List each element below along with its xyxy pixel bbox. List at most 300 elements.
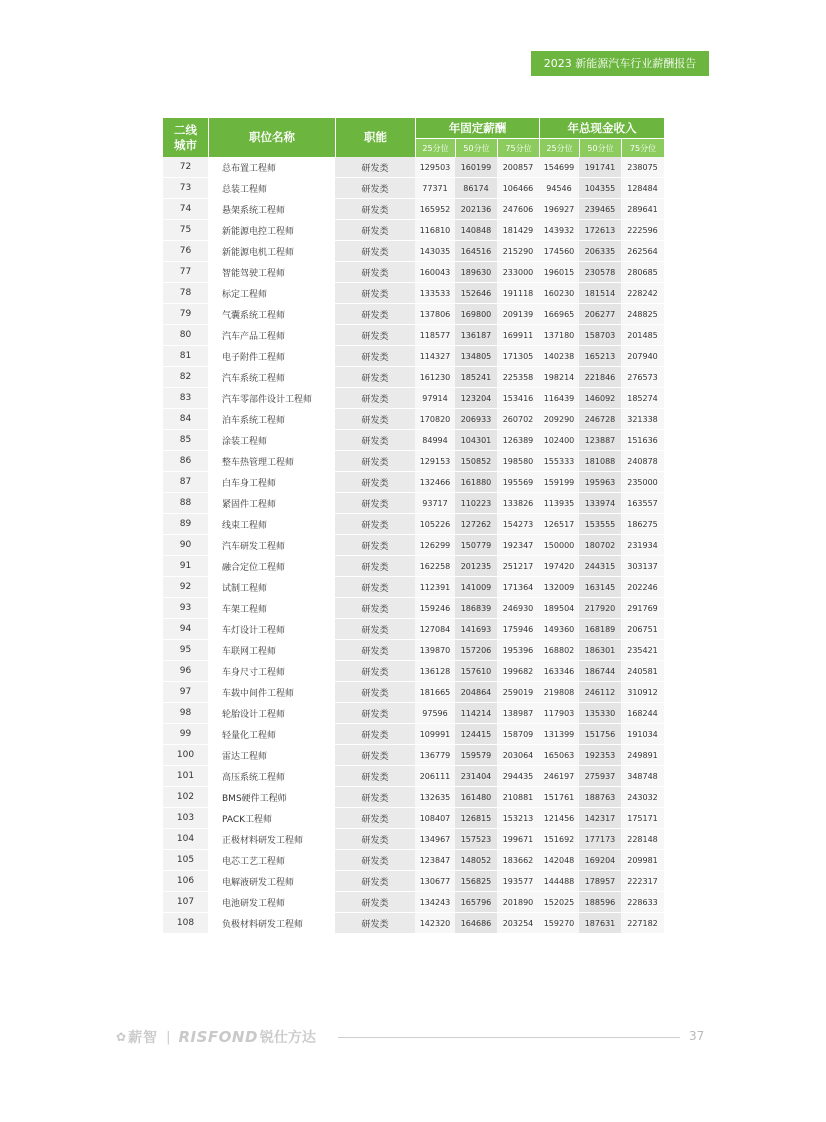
salary-table	[163, 118, 664, 934]
salary-value: 169911	[497, 325, 539, 346]
salary-value: 196927	[539, 199, 579, 220]
salary-value: 113935	[539, 493, 579, 514]
function-category: 研发类	[335, 766, 415, 787]
function-category: 研发类	[335, 178, 415, 199]
salary-value: 251217	[497, 556, 539, 577]
salary-value: 185241	[455, 367, 497, 388]
table-row	[163, 325, 664, 346]
salary-value: 140238	[539, 346, 579, 367]
salary-value: 152025	[539, 892, 579, 913]
table-row	[163, 829, 664, 850]
salary-value: 142048	[539, 850, 579, 871]
salary-value: 133974	[579, 493, 621, 514]
salary-value: 259019	[497, 682, 539, 703]
salary-value: 151756	[579, 724, 621, 745]
table-row	[163, 388, 664, 409]
position-title: 车联网工程师	[208, 640, 335, 661]
row-number: 81	[163, 346, 208, 367]
salary-value: 225358	[497, 367, 539, 388]
position-title: 负极材料研发工程师	[208, 913, 335, 934]
row-number: 97	[163, 682, 208, 703]
salary-table-container	[163, 118, 664, 934]
salary-value: 186275	[621, 514, 664, 535]
salary-value: 195396	[497, 640, 539, 661]
salary-value: 140848	[455, 220, 497, 241]
function-category: 研发类	[335, 262, 415, 283]
row-number: 84	[163, 409, 208, 430]
salary-value: 262564	[621, 241, 664, 262]
salary-value: 180702	[579, 535, 621, 556]
position-title: 紧固件工程师	[208, 493, 335, 514]
salary-value: 222317	[621, 871, 664, 892]
salary-value: 154273	[497, 514, 539, 535]
salary-value: 230578	[579, 262, 621, 283]
salary-value: 233000	[497, 262, 539, 283]
row-number: 77	[163, 262, 208, 283]
function-category: 研发类	[335, 325, 415, 346]
table-row	[163, 493, 664, 514]
salary-value: 77371	[415, 178, 455, 199]
salary-value: 141009	[455, 577, 497, 598]
salary-value: 93717	[415, 493, 455, 514]
position-title: 汽车研发工程师	[208, 535, 335, 556]
salary-value: 244315	[579, 556, 621, 577]
header-function: 职能	[335, 118, 415, 157]
salary-value: 289641	[621, 199, 664, 220]
function-category: 研发类	[335, 283, 415, 304]
salary-value: 153213	[497, 808, 539, 829]
function-category: 研发类	[335, 430, 415, 451]
function-category: 研发类	[335, 640, 415, 661]
position-title: BMS硬件工程师	[208, 787, 335, 808]
salary-value: 161230	[415, 367, 455, 388]
salary-value: 133826	[497, 493, 539, 514]
salary-value: 188763	[579, 787, 621, 808]
salary-value: 174560	[539, 241, 579, 262]
salary-value: 235000	[621, 472, 664, 493]
salary-value: 136187	[455, 325, 497, 346]
table-row	[163, 724, 664, 745]
row-number: 85	[163, 430, 208, 451]
function-category: 研发类	[335, 409, 415, 430]
salary-value: 185274	[621, 388, 664, 409]
salary-value: 209290	[539, 409, 579, 430]
position-title: 车载中间件工程师	[208, 682, 335, 703]
salary-value: 156825	[455, 871, 497, 892]
salary-value: 222596	[621, 220, 664, 241]
header-percentile: 25分位	[415, 138, 455, 157]
table-row	[163, 787, 664, 808]
function-category: 研发类	[335, 535, 415, 556]
salary-value: 94546	[539, 178, 579, 199]
salary-value: 227182	[621, 913, 664, 934]
footer-logo	[116, 1028, 316, 1046]
salary-value: 110223	[455, 493, 497, 514]
risfond-logo-text: RISFOND	[178, 1028, 258, 1046]
salary-value: 192353	[579, 745, 621, 766]
salary-value: 127084	[415, 619, 455, 640]
function-category: 研发类	[335, 367, 415, 388]
position-title: 融合定位工程师	[208, 556, 335, 577]
salary-value: 240878	[621, 451, 664, 472]
function-category: 研发类	[335, 493, 415, 514]
salary-value: 165796	[455, 892, 497, 913]
position-title: 气囊系统工程师	[208, 304, 335, 325]
xinzhi-logo-icon: ✿	[116, 1030, 127, 1044]
function-category: 研发类	[335, 850, 415, 871]
function-category: 研发类	[335, 472, 415, 493]
salary-value: 183662	[497, 850, 539, 871]
position-title: 线束工程师	[208, 514, 335, 535]
salary-value: 143035	[415, 241, 455, 262]
table-row	[163, 262, 664, 283]
position-title: 电池研发工程师	[208, 892, 335, 913]
position-title: 智能驾驶工程师	[208, 262, 335, 283]
salary-value: 127262	[455, 514, 497, 535]
salary-value: 165952	[415, 199, 455, 220]
position-title: 电子附件工程师	[208, 346, 335, 367]
salary-value: 123847	[415, 850, 455, 871]
salary-value: 195963	[579, 472, 621, 493]
header-fixed-salary: 年固定薪酬	[415, 118, 539, 138]
row-number: 83	[163, 388, 208, 409]
salary-value: 199682	[497, 661, 539, 682]
function-category: 研发类	[335, 808, 415, 829]
salary-value: 168244	[621, 703, 664, 724]
salary-value: 131399	[539, 724, 579, 745]
salary-value: 247606	[497, 199, 539, 220]
salary-value: 201890	[497, 892, 539, 913]
position-title: 涂装工程师	[208, 430, 335, 451]
salary-value: 181665	[415, 682, 455, 703]
salary-value: 136779	[415, 745, 455, 766]
position-title: 车身尺寸工程师	[208, 661, 335, 682]
xinzhi-logo-text: 薪智	[128, 1030, 159, 1046]
table-row	[163, 430, 664, 451]
position-title: 泊车系统工程师	[208, 409, 335, 430]
salary-value: 209139	[497, 304, 539, 325]
table-row	[163, 346, 664, 367]
position-title: 汽车产品工程师	[208, 325, 335, 346]
salary-value: 217920	[579, 598, 621, 619]
function-category: 研发类	[335, 388, 415, 409]
salary-value: 235421	[621, 640, 664, 661]
salary-value: 159199	[539, 472, 579, 493]
header-total-cash: 年总现金收入	[539, 118, 664, 138]
row-number: 107	[163, 892, 208, 913]
header-percentile: 75分位	[497, 138, 539, 157]
salary-value: 202246	[621, 577, 664, 598]
header-city: 二线 城市	[163, 118, 208, 157]
function-category: 研发类	[335, 451, 415, 472]
salary-value: 142317	[579, 808, 621, 829]
salary-value: 181088	[579, 451, 621, 472]
salary-value: 124415	[455, 724, 497, 745]
salary-value: 157206	[455, 640, 497, 661]
header-percentile: 50分位	[579, 138, 621, 157]
function-category: 研发类	[335, 913, 415, 934]
salary-value: 153555	[579, 514, 621, 535]
table-row	[163, 535, 664, 556]
salary-value: 154699	[539, 157, 579, 178]
salary-value: 249891	[621, 745, 664, 766]
row-number: 76	[163, 241, 208, 262]
row-number: 72	[163, 157, 208, 178]
salary-value: 188596	[579, 892, 621, 913]
salary-value: 159246	[415, 598, 455, 619]
salary-value: 177173	[579, 829, 621, 850]
salary-value: 171364	[497, 577, 539, 598]
salary-value: 86174	[455, 178, 497, 199]
header-position: 职位名称	[208, 118, 335, 157]
salary-value: 84994	[415, 430, 455, 451]
salary-value: 151761	[539, 787, 579, 808]
row-number: 103	[163, 808, 208, 829]
salary-value: 126389	[497, 430, 539, 451]
row-number: 108	[163, 913, 208, 934]
row-number: 73	[163, 178, 208, 199]
row-number: 99	[163, 724, 208, 745]
salary-value: 294435	[497, 766, 539, 787]
salary-value: 161480	[455, 787, 497, 808]
salary-value: 164516	[455, 241, 497, 262]
salary-value: 246728	[579, 409, 621, 430]
position-title: 总装工程师	[208, 178, 335, 199]
function-category: 研发类	[335, 871, 415, 892]
salary-value: 106466	[497, 178, 539, 199]
function-category: 研发类	[335, 619, 415, 640]
salary-value: 134805	[455, 346, 497, 367]
salary-value: 149360	[539, 619, 579, 640]
function-category: 研发类	[335, 598, 415, 619]
row-number: 90	[163, 535, 208, 556]
table-row	[163, 850, 664, 871]
salary-value: 112391	[415, 577, 455, 598]
salary-value: 240581	[621, 661, 664, 682]
salary-value: 141693	[455, 619, 497, 640]
salary-value: 168802	[539, 640, 579, 661]
row-number: 95	[163, 640, 208, 661]
salary-value: 221846	[579, 367, 621, 388]
table-row	[163, 157, 664, 178]
salary-value: 196015	[539, 262, 579, 283]
salary-value: 142320	[415, 913, 455, 934]
salary-value: 97914	[415, 388, 455, 409]
salary-value: 231404	[455, 766, 497, 787]
salary-value: 164686	[455, 913, 497, 934]
salary-value: 134243	[415, 892, 455, 913]
position-title: 车灯设计工程师	[208, 619, 335, 640]
row-number: 92	[163, 577, 208, 598]
salary-value: 189504	[539, 598, 579, 619]
salary-value: 160230	[539, 283, 579, 304]
table-row	[163, 514, 664, 535]
table-row	[163, 367, 664, 388]
position-title: 试制工程师	[208, 577, 335, 598]
row-number: 96	[163, 661, 208, 682]
table-row	[163, 640, 664, 661]
salary-value: 175946	[497, 619, 539, 640]
salary-value: 148052	[455, 850, 497, 871]
salary-value: 275937	[579, 766, 621, 787]
row-number: 98	[163, 703, 208, 724]
salary-value: 276573	[621, 367, 664, 388]
position-title: 电芯工艺工程师	[208, 850, 335, 871]
row-number: 94	[163, 619, 208, 640]
row-number: 80	[163, 325, 208, 346]
salary-value: 157610	[455, 661, 497, 682]
salary-value: 171305	[497, 346, 539, 367]
salary-value: 191034	[621, 724, 664, 745]
table-row	[163, 892, 664, 913]
salary-value: 150852	[455, 451, 497, 472]
position-title: 轮胎设计工程师	[208, 703, 335, 724]
function-category: 研发类	[335, 556, 415, 577]
row-number: 89	[163, 514, 208, 535]
salary-value: 246112	[579, 682, 621, 703]
position-title: 新能源电控工程师	[208, 220, 335, 241]
salary-value: 132466	[415, 472, 455, 493]
salary-value: 104301	[455, 430, 497, 451]
salary-value: 144488	[539, 871, 579, 892]
salary-value: 158703	[579, 325, 621, 346]
salary-value: 163145	[579, 577, 621, 598]
salary-value: 163346	[539, 661, 579, 682]
salary-value: 202136	[455, 199, 497, 220]
salary-value: 175171	[621, 808, 664, 829]
salary-value: 207940	[621, 346, 664, 367]
table-row	[163, 913, 664, 934]
position-title: 总布置工程师	[208, 157, 335, 178]
salary-value: 169800	[455, 304, 497, 325]
salary-value: 102400	[539, 430, 579, 451]
position-title: 轻量化工程师	[208, 724, 335, 745]
salary-value: 200857	[497, 157, 539, 178]
salary-value: 118577	[415, 325, 455, 346]
function-category: 研发类	[335, 829, 415, 850]
salary-value: 143932	[539, 220, 579, 241]
salary-value: 166965	[539, 304, 579, 325]
salary-value: 126299	[415, 535, 455, 556]
salary-value: 228633	[621, 892, 664, 913]
position-title: 汽车系统工程师	[208, 367, 335, 388]
salary-value: 104355	[579, 178, 621, 199]
position-title: 电解液研发工程师	[208, 871, 335, 892]
row-number: 106	[163, 871, 208, 892]
salary-value: 197420	[539, 556, 579, 577]
salary-value: 215290	[497, 241, 539, 262]
function-category: 研发类	[335, 199, 415, 220]
salary-value: 291769	[621, 598, 664, 619]
salary-value: 228242	[621, 283, 664, 304]
position-title: 车架工程师	[208, 598, 335, 619]
function-category: 研发类	[335, 892, 415, 913]
row-number: 75	[163, 220, 208, 241]
table-row	[163, 703, 664, 724]
salary-value: 134967	[415, 829, 455, 850]
page-number: 37	[689, 1029, 705, 1043]
function-category: 研发类	[335, 346, 415, 367]
position-title: 整车热管理工程师	[208, 451, 335, 472]
salary-value: 133533	[415, 283, 455, 304]
report-title-badge: 2023 新能源汽车行业薪酬报告	[531, 51, 709, 76]
row-number: 87	[163, 472, 208, 493]
function-category: 研发类	[335, 157, 415, 178]
function-category: 研发类	[335, 724, 415, 745]
salary-value: 172613	[579, 220, 621, 241]
table-row	[163, 766, 664, 787]
salary-value: 206111	[415, 766, 455, 787]
salary-value: 260702	[497, 409, 539, 430]
salary-value: 170820	[415, 409, 455, 430]
salary-value: 159270	[539, 913, 579, 934]
salary-value: 178957	[579, 871, 621, 892]
salary-value: 191118	[497, 283, 539, 304]
salary-value: 219808	[539, 682, 579, 703]
risfond-logo-cn: 锐仕方达	[259, 1030, 316, 1046]
function-category: 研发类	[335, 787, 415, 808]
salary-value: 117903	[539, 703, 579, 724]
salary-value: 105226	[415, 514, 455, 535]
row-number: 93	[163, 598, 208, 619]
salary-value: 195569	[497, 472, 539, 493]
row-number: 105	[163, 850, 208, 871]
table-row	[163, 451, 664, 472]
salary-value: 151636	[621, 430, 664, 451]
salary-value: 162258	[415, 556, 455, 577]
function-category: 研发类	[335, 577, 415, 598]
table-row	[163, 871, 664, 892]
row-number: 82	[163, 367, 208, 388]
salary-value: 201485	[621, 325, 664, 346]
table-row	[163, 577, 664, 598]
salary-value: 155333	[539, 451, 579, 472]
salary-value: 163557	[621, 493, 664, 514]
table-row	[163, 808, 664, 829]
function-category: 研发类	[335, 514, 415, 535]
table-row	[163, 619, 664, 640]
position-title: 汽车零部件设计工程师	[208, 388, 335, 409]
salary-value: 126815	[455, 808, 497, 829]
salary-value: 186744	[579, 661, 621, 682]
salary-value: 303137	[621, 556, 664, 577]
salary-value: 203064	[497, 745, 539, 766]
table-row	[163, 199, 664, 220]
table-row	[163, 661, 664, 682]
row-number: 79	[163, 304, 208, 325]
salary-value: 181514	[579, 283, 621, 304]
salary-value: 228148	[621, 829, 664, 850]
salary-value: 321338	[621, 409, 664, 430]
salary-value: 159579	[455, 745, 497, 766]
salary-value: 161880	[455, 472, 497, 493]
salary-value: 165213	[579, 346, 621, 367]
salary-value: 157523	[455, 829, 497, 850]
salary-value: 187631	[579, 913, 621, 934]
salary-value: 199671	[497, 829, 539, 850]
salary-value: 129153	[415, 451, 455, 472]
salary-value: 153416	[497, 388, 539, 409]
salary-value: 201235	[455, 556, 497, 577]
salary-value: 310912	[621, 682, 664, 703]
function-category: 研发类	[335, 220, 415, 241]
salary-value: 160043	[415, 262, 455, 283]
table-row	[163, 745, 664, 766]
salary-value: 158709	[497, 724, 539, 745]
salary-value: 114327	[415, 346, 455, 367]
salary-value: 132009	[539, 577, 579, 598]
header-percentile: 50分位	[455, 138, 497, 157]
